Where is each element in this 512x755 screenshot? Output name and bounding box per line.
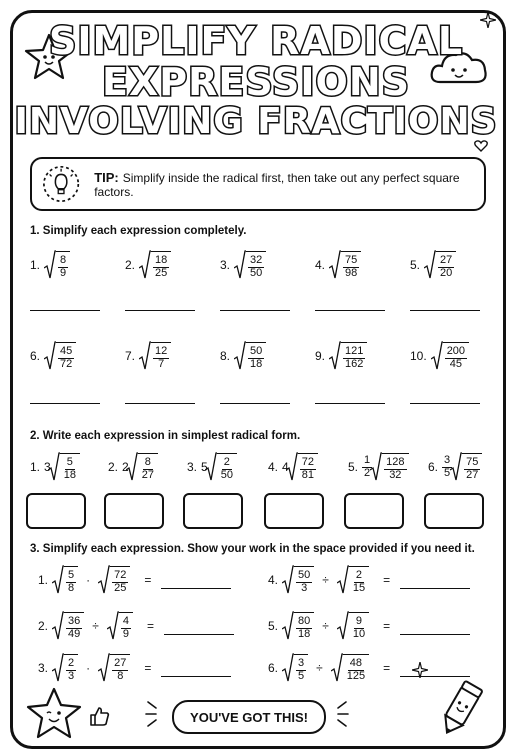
sparkle-icon <box>412 662 428 678</box>
radical-sign-icon <box>48 452 60 482</box>
denominator: 25 <box>114 581 127 594</box>
equals-sign: = <box>383 661 391 675</box>
radical-sign-icon <box>126 452 138 482</box>
fraction <box>140 457 156 481</box>
answer-line[interactable] <box>30 310 100 311</box>
numerator: 2 <box>223 455 230 468</box>
problem-number: 8. <box>220 349 231 363</box>
numerator: 75 <box>345 253 358 266</box>
denominator: 27 <box>141 468 154 481</box>
denominator: 2 <box>364 466 371 479</box>
answer-box[interactable] <box>424 493 484 529</box>
problem-number: 4. <box>268 573 279 587</box>
radical-sign-icon <box>286 452 298 482</box>
radicand <box>341 342 367 370</box>
problem-number: 10. <box>410 349 427 363</box>
radical-sign-icon <box>282 565 294 595</box>
radical-sign-icon <box>329 341 341 371</box>
radicand <box>294 612 314 640</box>
problem-number: 4. <box>268 460 279 474</box>
answer-line[interactable] <box>220 310 290 311</box>
problem-3-6 <box>268 653 470 683</box>
problem-3-5 <box>38 653 231 683</box>
numerator: 32 <box>250 253 263 266</box>
answer-line[interactable] <box>400 633 470 635</box>
denominator: 7 <box>158 357 165 370</box>
answer-line[interactable] <box>400 675 470 677</box>
radical <box>431 341 469 371</box>
numerator: 121 <box>345 344 364 357</box>
radical <box>44 341 76 371</box>
numerator: 50 <box>298 568 311 581</box>
problem-number: 6. <box>30 349 41 363</box>
problem-2-4 <box>268 452 318 482</box>
radical <box>98 565 130 595</box>
answer-line[interactable] <box>125 403 195 404</box>
radical-sign-icon <box>52 611 64 641</box>
tip-box <box>30 157 486 211</box>
operator: ÷ <box>322 573 329 587</box>
tip-text: Simplify inside the radical first, then take out any perfect square factors. <box>94 170 460 199</box>
radicand <box>298 453 318 481</box>
radical <box>450 452 482 482</box>
problem-number: 2. <box>38 619 49 633</box>
coefficient: 5 <box>201 460 208 474</box>
denominator: 9 <box>122 627 129 640</box>
equals-sign: = <box>146 619 154 633</box>
problem-1-1 <box>30 250 70 280</box>
answer-line[interactable] <box>400 587 470 589</box>
fraction <box>445 346 467 370</box>
numerator: 27 <box>114 656 127 669</box>
denominator: 125 <box>346 669 366 682</box>
denominator: 81 <box>301 468 314 481</box>
numerator: 200 <box>446 344 466 357</box>
numerator: 75 <box>466 455 479 468</box>
radical <box>139 250 171 280</box>
numerator: 2 <box>68 656 75 669</box>
problem-3-1 <box>38 565 231 595</box>
radical-sign-icon <box>234 341 246 371</box>
radical <box>337 611 369 641</box>
fraction <box>343 346 365 370</box>
coefficient: 2 <box>122 460 129 474</box>
problem-1-4 <box>315 250 361 280</box>
radical <box>337 565 369 595</box>
problem-3-3 <box>38 611 234 641</box>
numerator: 5 <box>66 455 73 468</box>
radical <box>234 250 266 280</box>
answer-box[interactable] <box>344 493 404 529</box>
numerator: 18 <box>155 253 168 266</box>
fraction <box>58 255 68 279</box>
problem-number: 9. <box>315 349 326 363</box>
numerator: 50 <box>250 344 263 357</box>
fraction <box>384 457 406 481</box>
radical-sign-icon <box>205 452 217 482</box>
radical-sign-icon <box>331 653 343 683</box>
denominator: 45 <box>449 357 462 370</box>
radical-sign-icon <box>424 250 436 280</box>
denominator: 9 <box>60 266 67 279</box>
radicand <box>349 566 369 594</box>
radicand <box>343 654 369 682</box>
radical <box>234 341 266 371</box>
fraction <box>296 570 312 594</box>
answer-line[interactable] <box>161 675 231 677</box>
coefficient: 3 <box>44 460 51 474</box>
radical-sign-icon <box>44 250 56 280</box>
sparkle-icon <box>330 698 352 732</box>
radicand <box>443 342 469 370</box>
radical-sign-icon <box>370 452 382 482</box>
operator: ÷ <box>322 619 329 633</box>
problem-1-5 <box>410 250 456 280</box>
fraction <box>112 658 128 682</box>
answer-line[interactable] <box>220 403 290 404</box>
problem-2-6 <box>428 452 482 482</box>
numerator: 2 <box>355 568 363 581</box>
denominator: 8 <box>68 581 75 594</box>
fraction <box>351 616 367 640</box>
radicand <box>60 453 80 481</box>
title-line-2: EXPRESSIONS <box>102 60 410 104</box>
radical-sign-icon <box>282 611 294 641</box>
numerator: 8 <box>60 253 67 266</box>
numerator: 3 <box>444 453 451 466</box>
answer-line[interactable] <box>410 403 480 404</box>
problem-2-2 <box>108 452 158 482</box>
denominator: 98 <box>345 266 358 279</box>
radical <box>424 250 456 280</box>
sparkle-icon <box>142 698 164 732</box>
fraction <box>58 346 74 370</box>
numerator: 12 <box>155 344 168 357</box>
star-character-icon <box>24 686 84 740</box>
operator: ÷ <box>92 619 99 633</box>
section-3-heading: 3. Simplify each expression. Show your work in the space provided if you need it. <box>30 543 475 555</box>
answer-line[interactable] <box>125 310 195 311</box>
denominator: 5 <box>298 669 305 682</box>
radical-sign-icon <box>282 653 294 683</box>
radical <box>44 250 70 280</box>
radical <box>331 653 369 683</box>
answer-line[interactable] <box>161 587 231 589</box>
pencil-character-icon <box>430 680 490 740</box>
radicand <box>56 342 76 370</box>
radicand <box>294 654 308 682</box>
radical-sign-icon <box>107 611 119 641</box>
coefficient: 4 <box>282 460 289 474</box>
fraction <box>62 457 78 481</box>
denominator: 32 <box>389 468 402 481</box>
radicand <box>119 612 133 640</box>
radicand <box>110 654 130 682</box>
radicand <box>246 342 266 370</box>
numerator: 27 <box>440 253 453 266</box>
radicand <box>64 612 84 640</box>
radical-sign-icon <box>234 250 246 280</box>
thumbs-up-icon <box>88 705 110 727</box>
denominator: 3 <box>301 581 308 594</box>
radicand <box>349 612 369 640</box>
problem-number: 5. <box>410 258 421 272</box>
problem-1-6 <box>30 341 76 371</box>
problem-2-5 <box>348 452 409 482</box>
radical-sign-icon <box>139 341 151 371</box>
radical <box>139 341 171 371</box>
fraction <box>300 457 316 481</box>
problem-number: 6. <box>268 661 279 675</box>
numerator: 72 <box>301 455 314 468</box>
denominator: 50 <box>220 468 233 481</box>
numerator: 128 <box>386 455 405 468</box>
radicand <box>436 251 456 279</box>
denominator: 162 <box>345 357 364 370</box>
radicand <box>110 566 130 594</box>
radical <box>52 565 78 595</box>
numerator: 48 <box>349 656 363 669</box>
numerator: 72 <box>114 568 127 581</box>
denominator: 25 <box>155 266 168 279</box>
radical-sign-icon <box>450 452 462 482</box>
fraction <box>464 457 480 481</box>
radicand <box>56 251 70 279</box>
answer-line[interactable] <box>315 310 385 311</box>
denominator: 72 <box>60 357 73 370</box>
fraction <box>345 658 367 682</box>
radical-sign-icon <box>431 341 443 371</box>
denominator: 3 <box>68 669 75 682</box>
radical-sign-icon <box>337 565 349 595</box>
fraction <box>219 457 235 481</box>
radical <box>126 452 158 482</box>
radicand <box>138 453 158 481</box>
lightbulb-icon <box>42 164 80 204</box>
problem-1-8 <box>220 341 266 371</box>
radicand <box>382 453 408 481</box>
fraction <box>343 255 359 279</box>
fraction <box>112 570 128 594</box>
denominator: 15 <box>352 581 366 594</box>
problem-1-9 <box>315 341 367 371</box>
radical-sign-icon <box>98 653 110 683</box>
denominator: 8 <box>117 669 124 682</box>
numerator: 9 <box>355 614 363 627</box>
radical <box>98 653 130 683</box>
radical-sign-icon <box>329 250 341 280</box>
radicand <box>246 251 266 279</box>
radical-sign-icon <box>139 250 151 280</box>
equals-sign: = <box>383 573 391 587</box>
numerator: 3 <box>298 656 305 669</box>
denominator: 27 <box>466 468 479 481</box>
equals-sign: = <box>144 661 152 675</box>
numerator: 1 <box>364 453 371 466</box>
fraction <box>351 570 367 594</box>
fraction <box>296 616 312 640</box>
problem-number: 5. <box>268 619 279 633</box>
radical <box>286 452 318 482</box>
section-1-heading: 1. Simplify each expression completely. <box>30 225 247 237</box>
problem-number: 2. <box>108 460 119 474</box>
problem-number: 3. <box>220 258 231 272</box>
radical <box>205 452 237 482</box>
problem-3-2 <box>268 565 470 595</box>
problem-1-10 <box>410 341 469 371</box>
fraction <box>153 346 169 370</box>
radical-sign-icon <box>98 565 110 595</box>
problem-2-3 <box>187 452 237 482</box>
radicand <box>294 566 314 594</box>
answer-box[interactable] <box>26 493 86 529</box>
operator: · <box>86 573 91 587</box>
radicand <box>64 566 78 594</box>
radical-sign-icon <box>52 653 64 683</box>
radicand <box>462 453 482 481</box>
fraction <box>153 255 169 279</box>
equals-sign: = <box>383 619 391 633</box>
fraction <box>66 616 82 640</box>
answer-line[interactable] <box>410 310 480 311</box>
equals-sign: = <box>144 573 152 587</box>
radicand <box>341 251 361 279</box>
radical <box>370 452 408 482</box>
fraction <box>66 570 76 594</box>
tip-label: TIP: <box>94 169 119 185</box>
answer-box[interactable] <box>183 493 243 529</box>
denominator: 18 <box>298 627 311 640</box>
answer-line[interactable] <box>30 403 100 404</box>
fraction <box>248 255 264 279</box>
denominator: 18 <box>63 468 76 481</box>
problem-number: 1. <box>30 460 41 474</box>
answer-line[interactable] <box>164 633 234 635</box>
radical-sign-icon <box>337 611 349 641</box>
fraction <box>66 658 76 682</box>
problem-number: 3. <box>187 460 198 474</box>
radicand <box>151 251 171 279</box>
answer-box[interactable] <box>264 493 324 529</box>
denominator: 10 <box>352 627 366 640</box>
numerator: 45 <box>60 344 73 357</box>
problem-1-2 <box>125 250 171 280</box>
problem-number: 2. <box>125 258 136 272</box>
problem-1-7 <box>125 341 171 371</box>
section-2-heading: 2. Write each expression in simplest radical form. <box>30 430 301 442</box>
numerator: 80 <box>298 614 311 627</box>
numerator: 5 <box>68 568 75 581</box>
radical <box>329 250 361 280</box>
denominator: 20 <box>440 266 453 279</box>
denominator: 49 <box>68 627 81 640</box>
radical <box>282 653 308 683</box>
radical <box>52 611 84 641</box>
problem-number: 1. <box>30 258 41 272</box>
operator: ÷ <box>316 661 323 675</box>
denominator: 5 <box>444 466 451 479</box>
problem-number: 6. <box>428 460 439 474</box>
radicand <box>151 342 171 370</box>
radical <box>52 653 78 683</box>
problem-number: 4. <box>315 258 326 272</box>
numerator: 8 <box>144 455 151 468</box>
problem-2-1 <box>30 452 80 482</box>
denominator: 18 <box>250 357 263 370</box>
radicand <box>64 654 78 682</box>
radical-sign-icon <box>44 341 56 371</box>
radical <box>107 611 133 641</box>
encouragement-banner: YOU'VE GOT THIS! <box>172 700 326 734</box>
radical-sign-icon <box>52 565 64 595</box>
answer-line[interactable] <box>315 403 385 404</box>
fraction <box>296 658 306 682</box>
radical <box>282 565 314 595</box>
problem-number: 3. <box>38 661 49 675</box>
title-line-3: INVOLVING FRACTIONS <box>14 101 498 142</box>
answer-box[interactable] <box>104 493 164 529</box>
radical <box>48 452 80 482</box>
problem-number: 7. <box>125 349 136 363</box>
fraction <box>248 346 264 370</box>
numerator: 36 <box>68 614 81 627</box>
radical <box>329 341 367 371</box>
radical <box>282 611 314 641</box>
fraction <box>121 616 131 640</box>
problem-3-4 <box>268 611 470 641</box>
problem-number: 5. <box>348 460 359 474</box>
title-line-1: SIMPLIFY RADICAL <box>48 19 464 63</box>
problem-number: 1. <box>38 573 49 587</box>
numerator: 4 <box>122 614 129 627</box>
problem-1-3 <box>220 250 266 280</box>
fraction <box>438 255 454 279</box>
radicand <box>217 453 237 481</box>
operator: · <box>86 661 91 675</box>
denominator: 50 <box>250 266 263 279</box>
